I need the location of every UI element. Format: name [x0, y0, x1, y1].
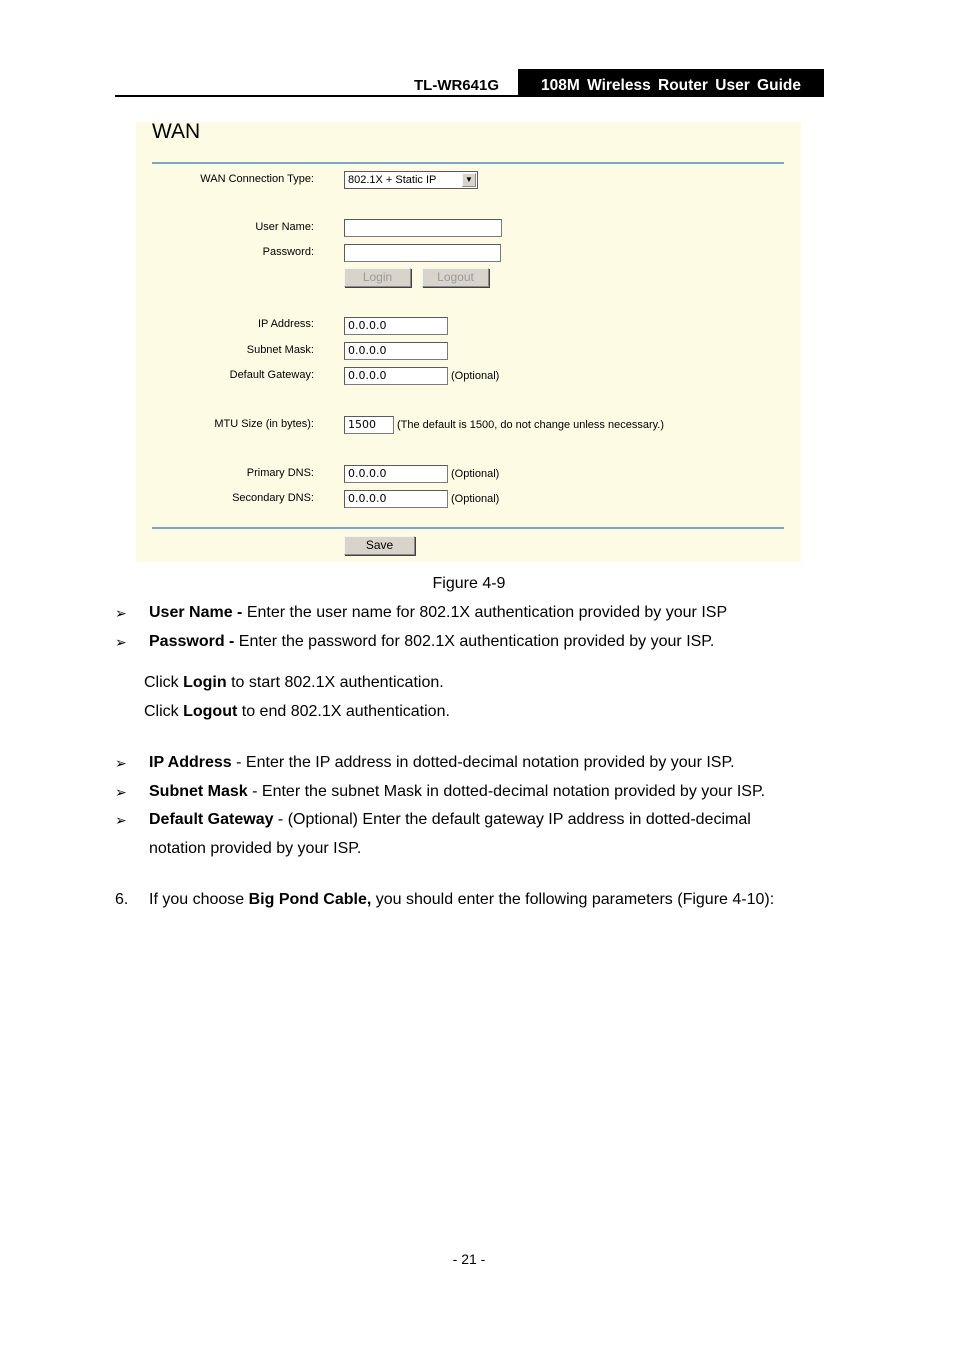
wan-connection-type-select[interactable] [344, 171, 478, 189]
password-label: Password: [262, 246, 314, 258]
primary-dns-label: Primary DNS: [246, 467, 314, 479]
bullet-arrow-icon: ➢ [115, 812, 127, 828]
default-gateway-label: Default Gateway: [229, 369, 314, 381]
bullet-default-gateway: Default Gateway - (Optional) Enter the default gateway IP address in dotted-decimal [149, 811, 751, 828]
bullet-default-gateway-continued: notation provided by your ISP. [149, 840, 362, 857]
page-number: - 21 - [452, 1251, 486, 1267]
mtu-size-label: MTU Size (in bytes): [214, 418, 314, 430]
primary-dns-input[interactable]: 0.0.0.0 [344, 465, 448, 483]
ip-address-input[interactable]: 0.0.0.0 [344, 317, 448, 335]
mtu-note: (The default is 1500, do not change unless necessary.) [397, 419, 665, 431]
dropdown-arrow-icon[interactable]: ▼ [462, 173, 476, 187]
wan-bottom-rule [152, 527, 784, 529]
wan-connection-type-value: 802.1X + Static IP [348, 174, 437, 186]
step-6-text: If you choose Big Pond Cable, you should enter the following parameters (Figure 4-10): [149, 891, 775, 908]
bullet-username: User Name - Enter the user name for 802.1X authentication provided by your ISP [149, 604, 728, 621]
bullet-arrow-icon: ➢ [115, 605, 127, 621]
save-button[interactable]: Save [344, 536, 415, 555]
bullet-arrow-icon: ➢ [115, 784, 127, 800]
logout-button[interactable]: Logout [422, 268, 489, 287]
wan-panel-title: WAN [152, 120, 201, 143]
header-divider [115, 95, 824, 97]
click-login-text: Click Login to start 802.1X authentication. [144, 674, 444, 691]
bullet-ip-address: IP Address - Enter the IP address in dotted-decimal notation provided by your ISP. [149, 754, 735, 771]
ip-address-label: IP Address: [257, 318, 314, 330]
secondary-dns-input[interactable]: 0.0.0.0 [344, 490, 448, 508]
bullet-password: Password - Enter the password for 802.1X authentication provided by your ISP. [149, 633, 715, 650]
primary-dns-optional-note: (Optional) [451, 468, 500, 480]
gateway-optional-note: (Optional) [451, 370, 500, 382]
username-input[interactable] [344, 219, 502, 237]
header-guide-title: 108M Wireless Router User Guide [518, 69, 824, 97]
bullet-arrow-icon: ➢ [115, 634, 127, 650]
step-number: 6. [115, 891, 129, 908]
click-logout-text: Click Logout to end 802.1X authentication. [144, 703, 450, 720]
header-model: TL-WR641G [414, 77, 500, 94]
subnet-mask-input[interactable]: 0.0.0.0 [344, 342, 448, 360]
login-button[interactable]: Login [344, 268, 411, 287]
subnet-mask-label: Subnet Mask: [246, 344, 314, 356]
default-gateway-input[interactable]: 0.0.0.0 [344, 367, 448, 385]
wan-top-rule [152, 162, 784, 164]
figure-caption: Figure 4-9 [432, 575, 506, 592]
secondary-dns-optional-note: (Optional) [451, 493, 500, 505]
bullet-subnet-mask: Subnet Mask - Enter the subnet Mask in dotted-decimal notation provided by your ISP. [149, 783, 766, 800]
username-label: User Name: [255, 221, 314, 233]
wan-connection-type-label: WAN Connection Type: [200, 173, 314, 185]
mtu-size-input[interactable]: 1500 [344, 416, 394, 434]
secondary-dns-label: Secondary DNS: [232, 492, 314, 504]
bullet-arrow-icon: ➢ [115, 755, 127, 771]
password-input[interactable] [344, 244, 501, 262]
